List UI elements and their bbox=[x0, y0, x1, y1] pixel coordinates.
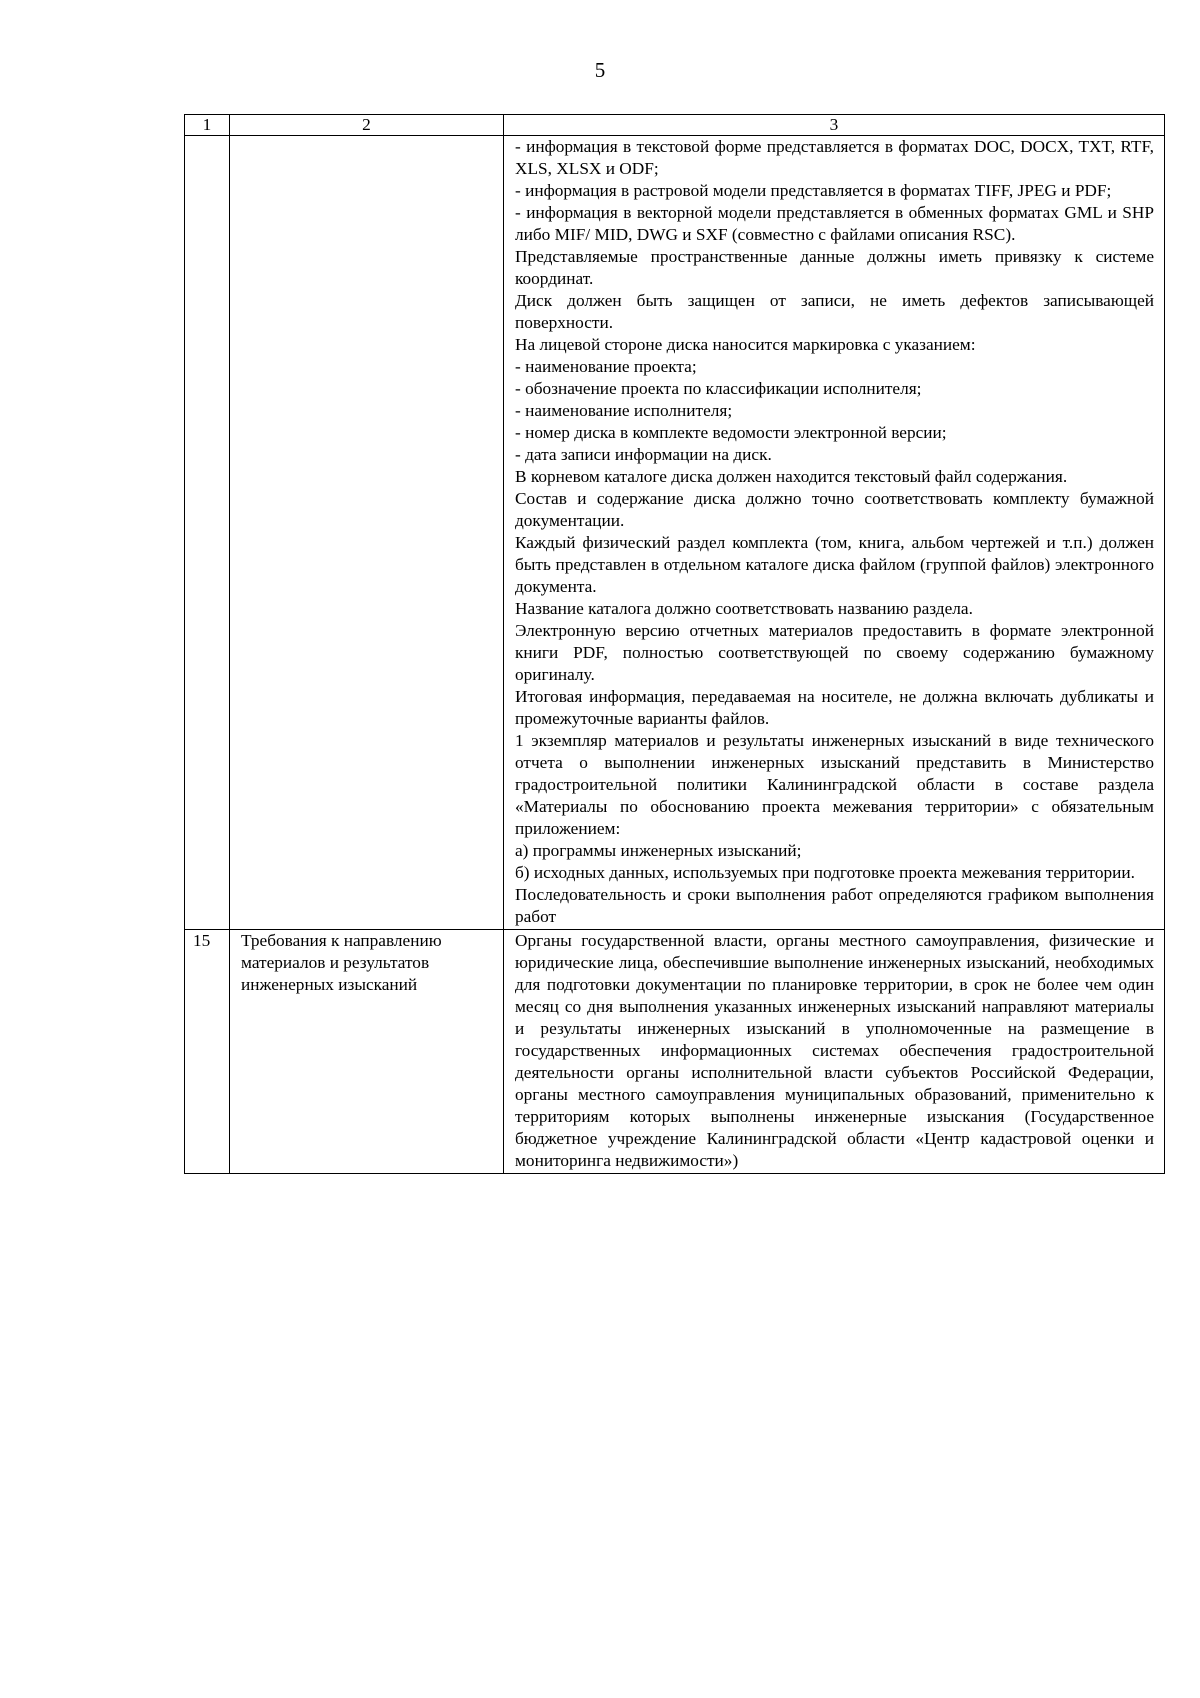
page-number: 5 bbox=[594, 58, 606, 82]
row-content-cell bbox=[504, 930, 1165, 1174]
content-paragraph: Состав и содержание диска должно точно соответствовать комплекту бумажной документации. bbox=[515, 489, 1154, 530]
column-header-3: 3 bbox=[504, 115, 1165, 136]
table-row-continued bbox=[185, 136, 1165, 930]
content-paragraph: - информация в растровой модели представляется в форматах TIFF, JPEG и PDF; bbox=[515, 181, 1112, 200]
content-paragraph: - информация в векторной модели представляется в обменных форматах GML и SHP либо MIF/ MID, DWG и SXF (совместно с файлами описания RSC). bbox=[515, 203, 1154, 244]
content-paragraph: - наименование проекта; bbox=[515, 357, 697, 376]
content-paragraph: На лицевой стороне диска наносится маркировка с указанием: bbox=[515, 335, 976, 354]
content-paragraph: Последовательность и сроки выполнения работ определяются графиком выполнения работ bbox=[515, 885, 1154, 926]
row-name-cell bbox=[230, 136, 504, 930]
content-paragraph: а) программы инженерных изысканий; bbox=[515, 841, 802, 860]
content-paragraph: 1 экземпляр материалов и результаты инженерных изысканий в виде технического отчета о выполнении инженерных изысканий представить в Министерство градостроительной политики Калининградской области в составе раздела «Материалы по обоснованию проекта межевания территории» с обязательным приложением: bbox=[515, 731, 1154, 838]
row-name-cell: Требования к направлению материалов и результатов инженерных изысканий bbox=[230, 930, 504, 1174]
content-paragraph: - обозначение проекта по классификации исполнителя; bbox=[515, 379, 922, 398]
table-header-row bbox=[185, 115, 1165, 136]
content-paragraph: Каждый физический раздел комплекта (том, книга, альбом чертежей и т.п.) должен быть представлен в отдельном каталоге диска файлом (группой файлов) электронного документа. bbox=[515, 533, 1154, 596]
content-paragraph: - наименование исполнителя; bbox=[515, 401, 733, 420]
column-header-2: 2 bbox=[230, 115, 504, 136]
row-content-cell bbox=[504, 136, 1165, 930]
content-paragraph: б) исходных данных, используемых при подготовке проекта межевания территории. bbox=[515, 863, 1135, 882]
content-paragraph: - номер диска в комплекте ведомости электронной версии; bbox=[515, 423, 947, 442]
content-paragraph: Название каталога должно соответствовать названию раздела. bbox=[515, 599, 973, 618]
content-paragraph: Представляемые пространственные данные должны иметь привязку к системе координат. bbox=[515, 247, 1154, 288]
content-paragraph: - информация в текстовой форме представляется в форматах DOC, DOCX, TXT, RTF, XLS, XLSX и ODF; bbox=[515, 137, 1154, 178]
table-row-15 bbox=[185, 930, 1165, 1174]
content-paragraph: Органы государственной власти, органы местного самоуправления, физические и юридические лица, обеспечившие выполнение инженерных изысканий, необходимых для подготовки документации по планировке территории, в срок не более чем один месяц со дня выполнения указанных инженерных изысканий направляют материалы и результаты инженерных изысканий в уполномоченные на размещение в государственных информационных системах обеспечения градостроительной деятельности органы исполнительной власти субъектов Российской Федерации, органы местного самоуправления муниципальных образований, применительно к территориям которых выполнены инженерные изыскания (Государственное бюджетное учреждение Калининградской области «Центр кадастровой оценки и мониторинга недвижимости») bbox=[515, 931, 1154, 1170]
content-paragraph: В корневом каталоге диска должен находится текстовый файл содержания. bbox=[515, 467, 1068, 486]
column-header-1: 1 bbox=[185, 115, 230, 136]
row-number-cell bbox=[185, 136, 230, 930]
content-paragraph: Диск должен быть защищен от записи, не иметь дефектов записывающей поверхности. bbox=[515, 291, 1154, 332]
content-paragraph: Электронную версию отчетных материалов предоставить в формате электронной книги PDF, полностью соответствующей по своему содержанию бумажному оригиналу. bbox=[515, 621, 1154, 684]
row-number-cell: 15 bbox=[185, 930, 230, 1174]
requirements-table bbox=[184, 114, 1165, 1174]
content-paragraph: Итоговая информация, передаваемая на носителе, не должна включать дубликаты и промежуточные варианты файлов. bbox=[515, 687, 1154, 728]
content-paragraph: - дата записи информации на диск. bbox=[515, 445, 772, 464]
